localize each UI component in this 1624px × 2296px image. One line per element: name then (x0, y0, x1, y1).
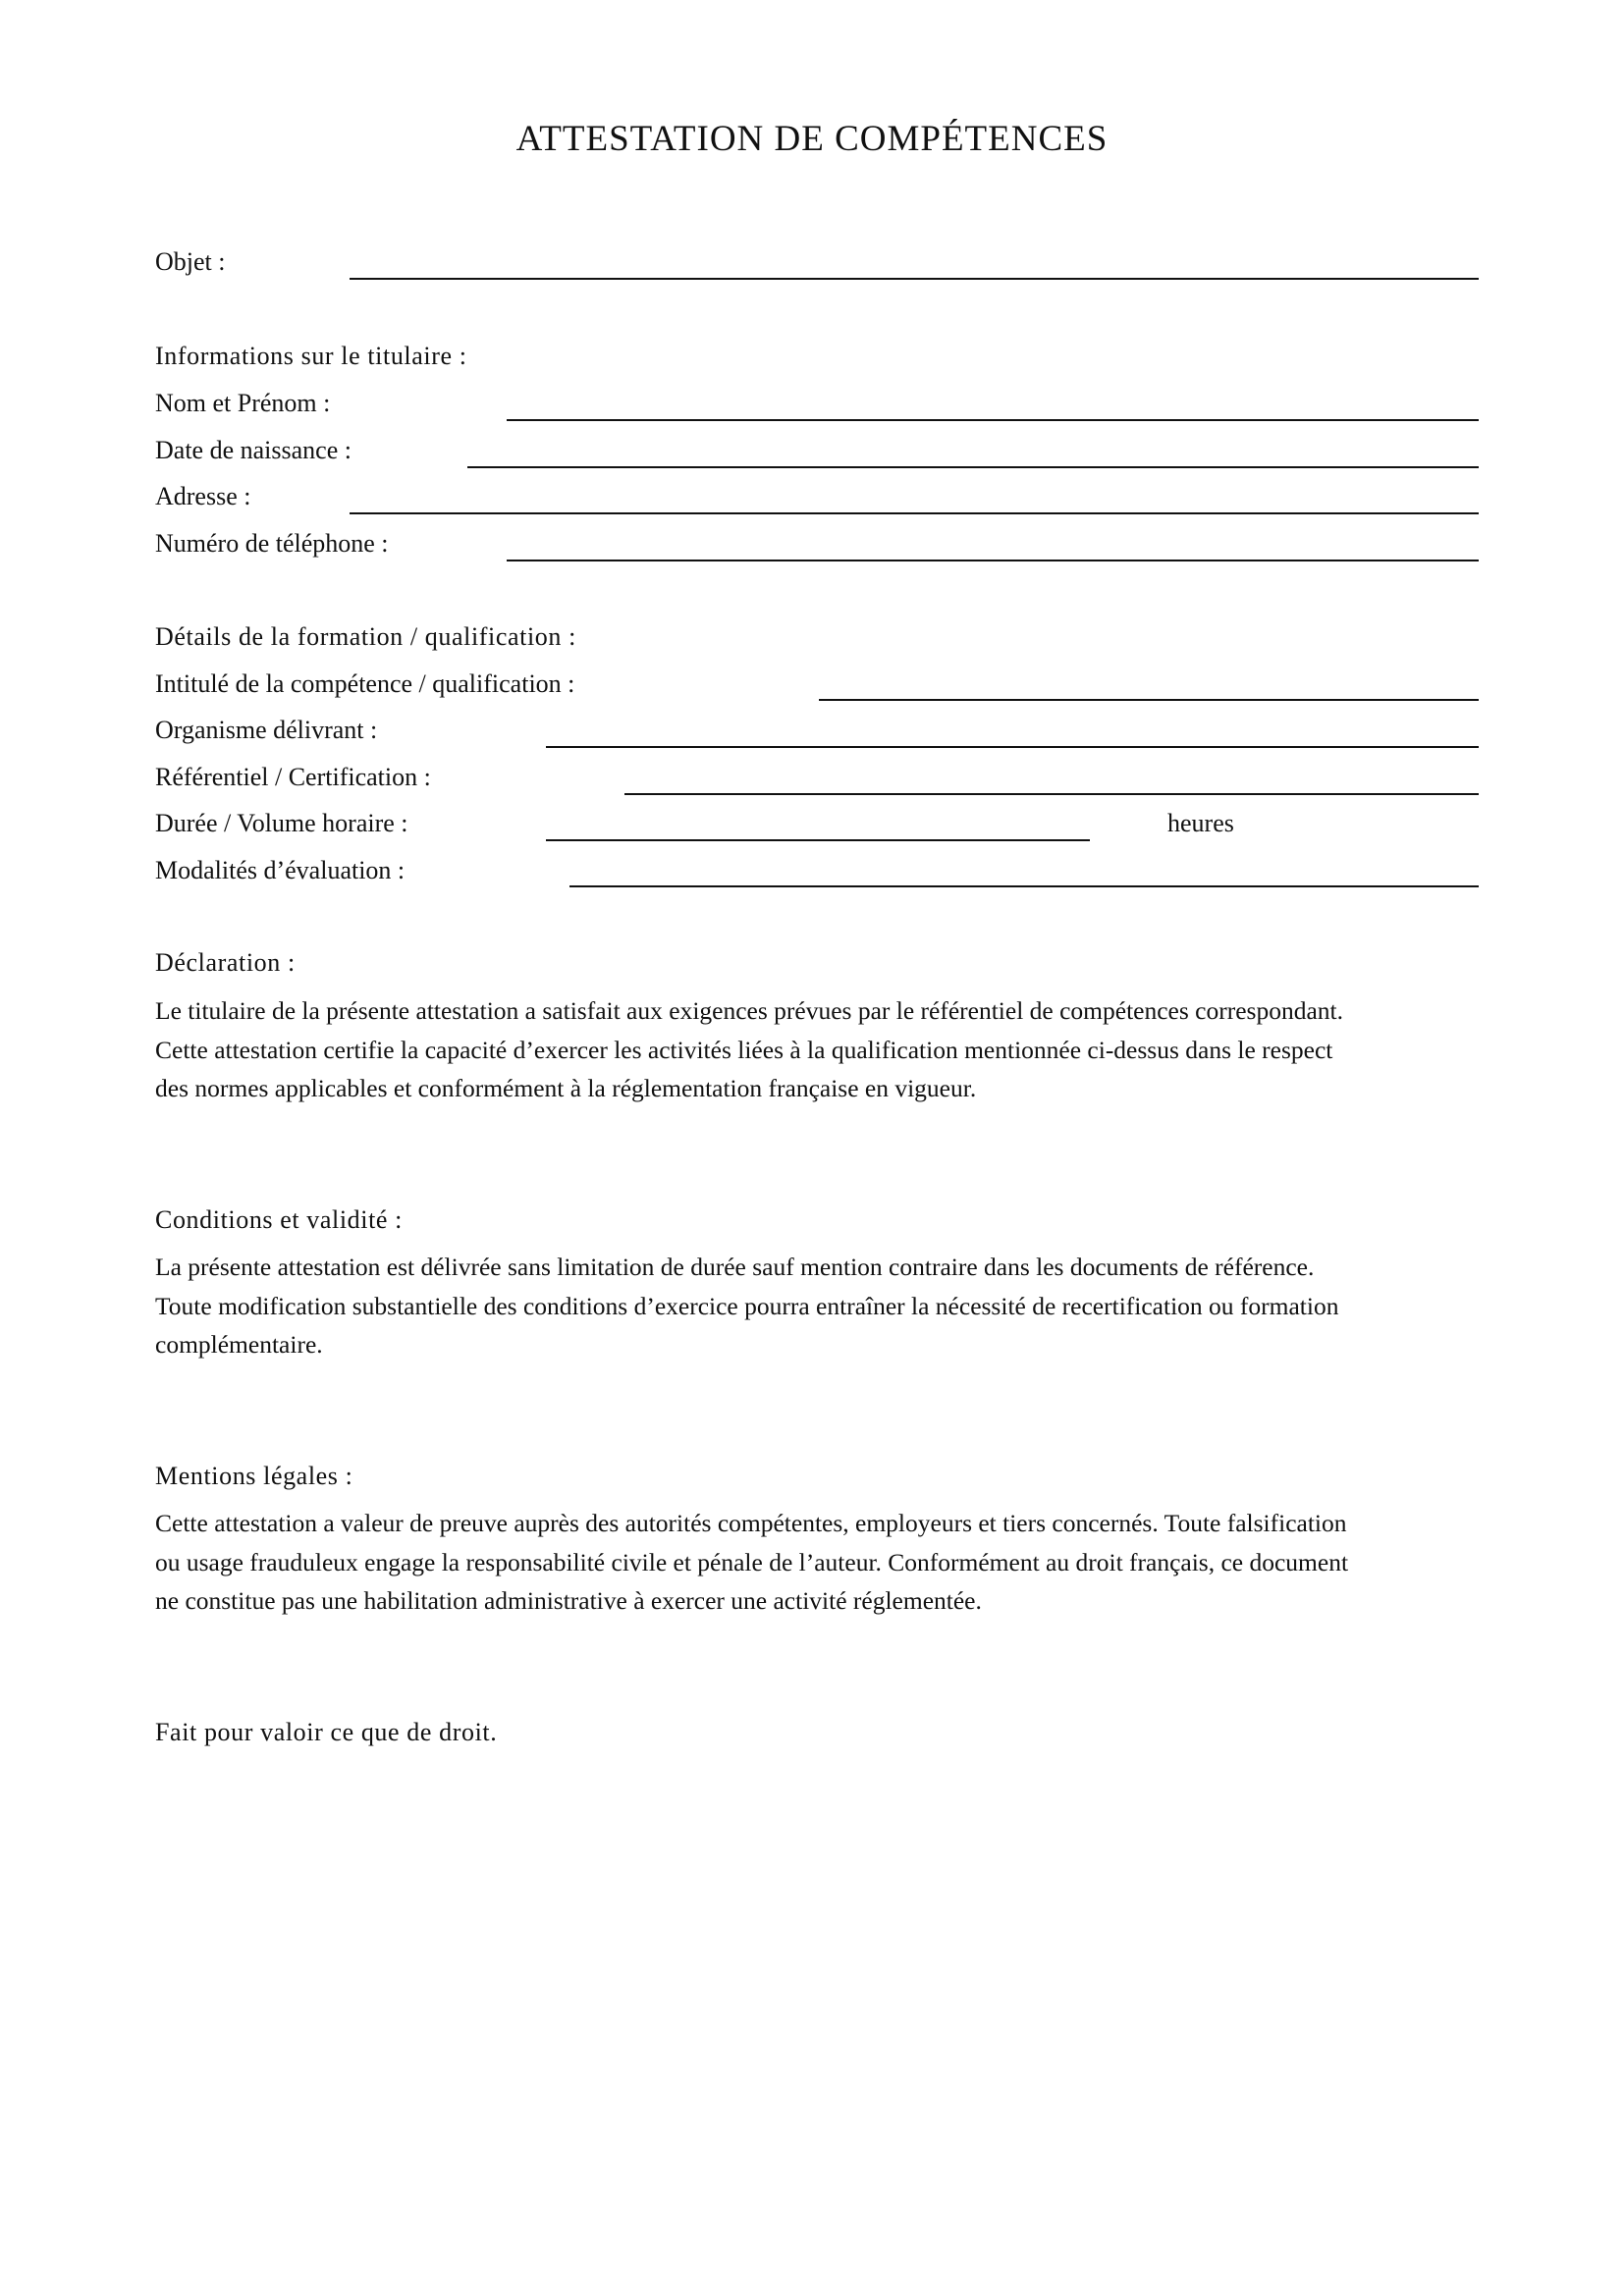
declaration-line: Le titulaire de la présente attestation a satisfait aux exigences prévues par le référentiel de compétences correspondant. (155, 996, 1343, 1025)
referentiel-field[interactable] (624, 793, 1479, 795)
telephone-field[interactable] (507, 560, 1479, 561)
intitule-label: Intitulé de la compétence / qualification : (155, 669, 575, 698)
mentions-line: Cette attestation a valeur de preuve auprès des autorités compétentes, employeurs et tiers concernés. Toute falsification (155, 1509, 1347, 1537)
mentions-line: ou usage frauduleux engage la responsabilité civile et pénale de l’auteur. Conformément au droit français, ce document (155, 1547, 1349, 1576)
duree-label: Durée / Volume horaire : (155, 809, 408, 837)
duree-field[interactable] (546, 839, 1090, 841)
document-title: ATTESTATION DE COMPÉTENCES (515, 119, 1109, 159)
conditions-line: complémentaire. (155, 1330, 323, 1359)
adresse-field[interactable] (350, 512, 1479, 514)
intitule-field[interactable] (819, 699, 1479, 701)
mentions-line: ne constitue pas une habilitation administrative à exercer une activité réglementée. (155, 1586, 982, 1615)
conditions-heading: Conditions et validité : (155, 1205, 403, 1234)
duree-unit: heures (1167, 809, 1234, 837)
modalites-label: Modalités d’évaluation : (155, 856, 406, 884)
date-naissance-label: Date de naissance : (155, 436, 352, 464)
declaration-line: des normes applicables et conformément à la réglementation française en vigueur. (155, 1074, 977, 1102)
mentions-heading: Mentions légales : (155, 1462, 353, 1490)
closing-statement: Fait pour valoir ce que de droit. (155, 1718, 498, 1746)
nom-prenom-field[interactable] (507, 419, 1479, 421)
date-naissance-field[interactable] (467, 466, 1479, 468)
telephone-label: Numéro de téléphone : (155, 529, 389, 558)
modalites-field[interactable] (569, 885, 1479, 887)
conditions-text (155, 1248, 1490, 1364)
nom-prenom-label: Nom et Prénom : (155, 389, 331, 417)
objet-field[interactable] (350, 278, 1479, 280)
titulaire-heading: Informations sur le titulaire : (155, 342, 467, 370)
objet-label: Objet : (155, 247, 226, 276)
conditions-line: La présente attestation est délivrée sans limitation de durée sauf mention contraire dans les documents de référence. (155, 1253, 1315, 1281)
organisme-field[interactable] (546, 746, 1479, 748)
referentiel-label: Référentiel / Certification : (155, 763, 431, 791)
mentions-text (155, 1504, 1490, 1621)
declaration-text (155, 991, 1490, 1108)
declaration-heading: Déclaration : (155, 948, 296, 977)
formation-heading: Détails de la formation / qualification : (155, 622, 576, 651)
adresse-label: Adresse : (155, 482, 251, 510)
organisme-label: Organisme délivrant : (155, 716, 378, 744)
declaration-line: Cette attestation certifie la capacité d’exercer les activités liées à la qualification mentionnée ci-dessus dans le respect (155, 1035, 1333, 1064)
conditions-line: Toute modification substantielle des conditions d’exercice pourra entraîner la nécessité de recertification ou formation (155, 1291, 1339, 1320)
